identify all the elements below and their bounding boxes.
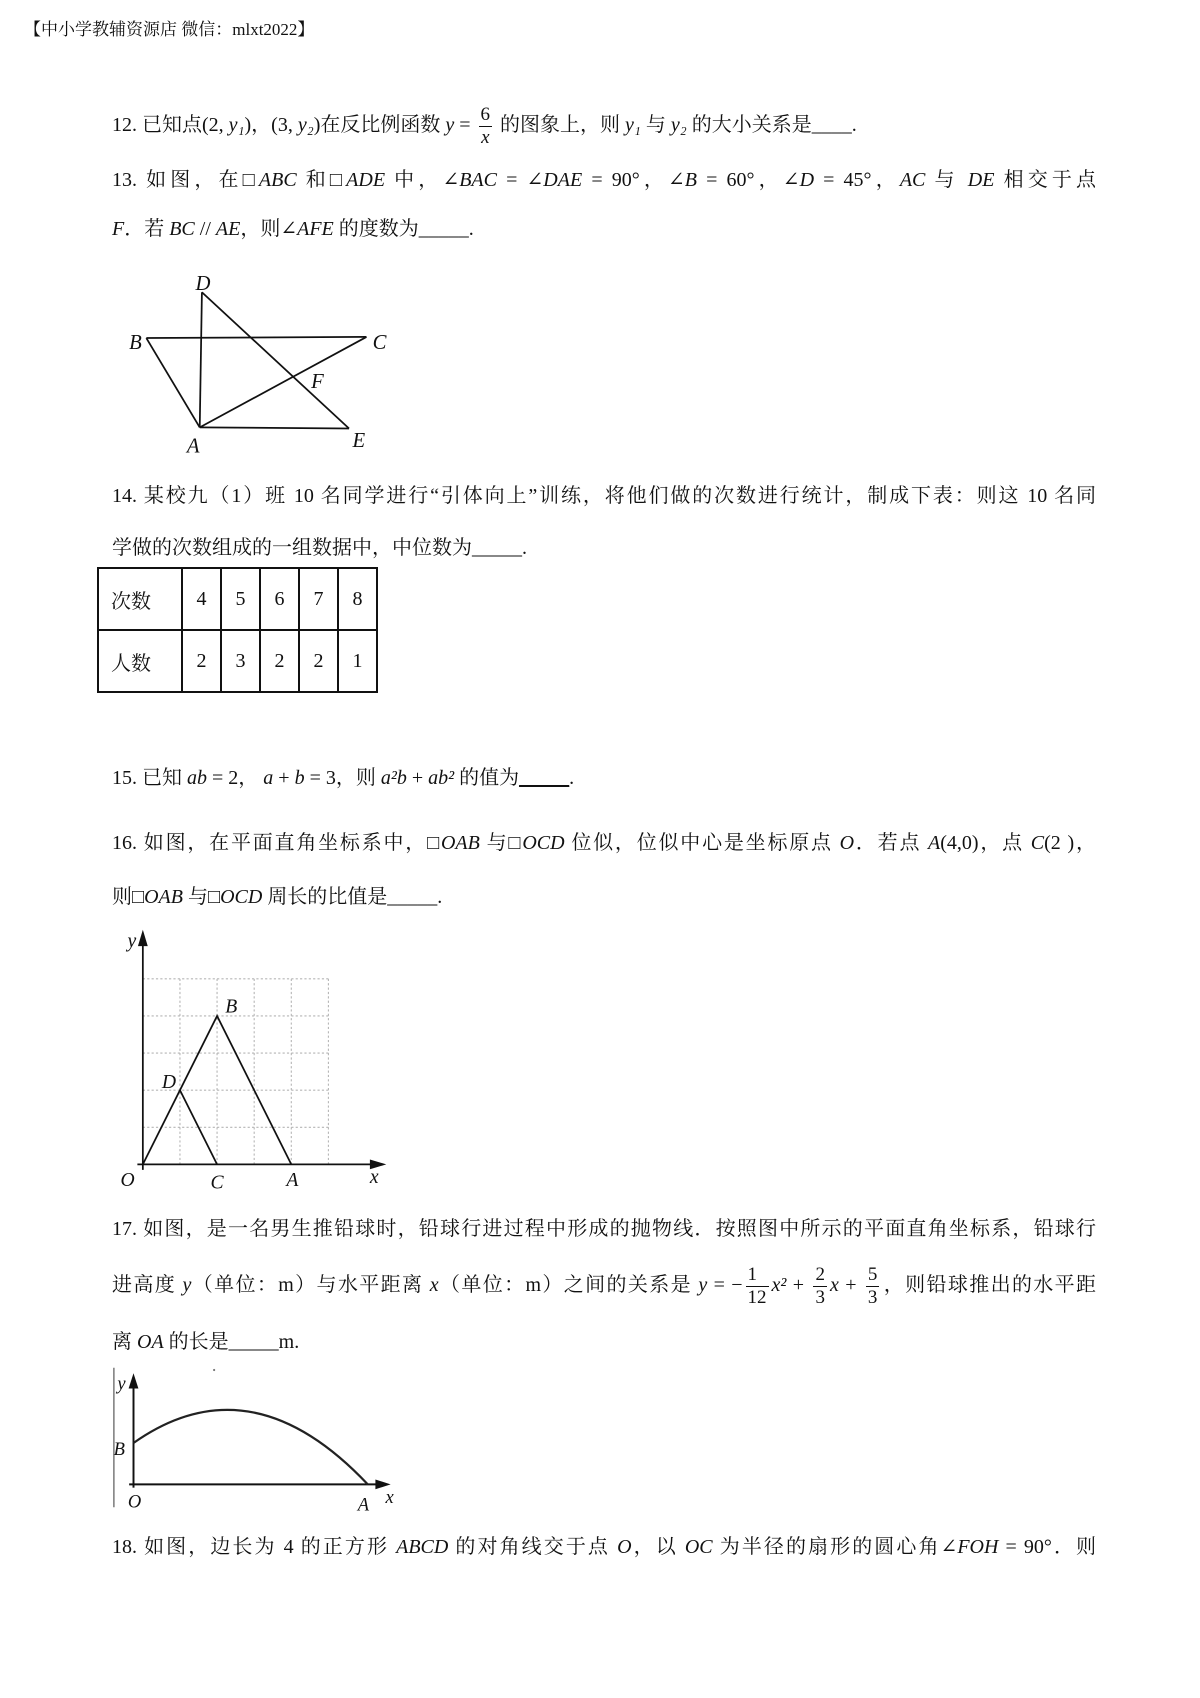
- table-cell: 5: [221, 568, 260, 630]
- vertex-label-a: A: [186, 435, 200, 458]
- math-expression: x: [829, 1274, 839, 1296]
- question-text: 则□: [112, 886, 145, 908]
- math-expression: ABC: [258, 169, 297, 191]
- question-13-line-2: [112, 214, 1096, 244]
- axis-label-x: x: [385, 1486, 394, 1508]
- question-text: = −: [707, 1274, 743, 1296]
- math-expression: y₂: [670, 114, 687, 136]
- fraction-denominator: x: [481, 126, 490, 148]
- math-expression: y₂: [297, 114, 314, 136]
- math-expression: OAB: [440, 832, 480, 854]
- question-text: 的图象上，则: [495, 114, 626, 136]
- question-text: 位似，位似中心是坐标原点: [564, 832, 840, 854]
- vertex-label-d: D: [161, 1070, 177, 1093]
- page-header: 【中小学教辅资源店 微信：mlxt2022】: [24, 20, 315, 39]
- question-text: = 2，: [207, 767, 264, 789]
- vertex-label-b: B: [225, 995, 238, 1018]
- fraction-numerator: 6: [480, 103, 491, 125]
- question-text: = 90°．则: [998, 1536, 1097, 1558]
- question-text: 15. 已知: [112, 767, 187, 789]
- math-expression: ab: [187, 767, 207, 789]
- question-text: 与: [640, 114, 671, 136]
- question-text: 与□: [479, 832, 523, 854]
- math-expression: y: [445, 114, 455, 136]
- question-14-line-2: 学做的次数组成的一组数据中，中位数为_____.: [112, 537, 527, 559]
- question-text: 13. 如图，在□: [112, 169, 259, 191]
- vertex-label-c: C: [372, 331, 387, 354]
- question-text: //: [194, 218, 216, 240]
- question-text: (2 )，: [1044, 832, 1097, 854]
- math-expression: OA: [137, 1331, 164, 1353]
- question-16-line-1: [112, 828, 1096, 858]
- math-expression: DAE: [543, 169, 583, 191]
- question-text: 18. 如图，边长为 4 的正方形: [112, 1536, 397, 1558]
- fraction-denominator: 3: [815, 1286, 825, 1308]
- question-18: [112, 1532, 1096, 1562]
- table-cell: 1: [338, 630, 377, 692]
- math-expression: FOH: [957, 1536, 999, 1558]
- question-text: 的值为: [454, 767, 520, 789]
- segment-da: [200, 292, 202, 427]
- math-expression: AFE: [297, 218, 334, 240]
- scan-speck: [213, 1369, 215, 1371]
- question-text: ．若点: [854, 832, 929, 854]
- math-expression: OCD: [220, 886, 263, 908]
- trajectory-curve: [134, 1410, 368, 1485]
- question-text: = ∠: [496, 169, 544, 191]
- math-expression: x²: [771, 1274, 787, 1296]
- fraction-numerator: 1: [746, 1264, 769, 1287]
- fraction: [866, 1264, 880, 1309]
- question-text: 的长是_____m.: [163, 1331, 300, 1353]
- question-text: = 45°，: [814, 169, 900, 191]
- segment-ac: [200, 337, 367, 427]
- fraction-numerator: 2: [815, 1263, 825, 1285]
- question-15: [112, 763, 1096, 793]
- row-label: 次数: [98, 568, 182, 630]
- segment-bc: [146, 337, 366, 338]
- math-expression: O: [839, 832, 855, 854]
- math-expression: B: [684, 169, 697, 191]
- question-text: 中，∠: [385, 169, 460, 191]
- question-text: +: [786, 1274, 811, 1296]
- question-text: 离: [112, 1331, 137, 1353]
- fraction-denominator: 12: [747, 1286, 767, 1308]
- question-text: +: [838, 1274, 863, 1296]
- math-expression: AC: [899, 169, 926, 191]
- table-row: [98, 568, 377, 630]
- math-expression: a²b: [380, 767, 407, 789]
- math-expression: D: [799, 169, 815, 191]
- question-text: 为半径的扇形的圆心角∠: [712, 1536, 958, 1558]
- table-cell: 2: [260, 630, 299, 692]
- question-text: 的对角线交于点: [448, 1536, 618, 1558]
- question-text: ，以: [631, 1536, 685, 1558]
- math-expression: O: [617, 1536, 632, 1558]
- question-13-line-1: [112, 165, 1096, 195]
- vertex-label-c: C: [210, 1171, 224, 1194]
- table-cell: 2: [182, 630, 221, 692]
- vertex-label-e: E: [352, 430, 366, 453]
- math-expression: BC: [169, 218, 195, 240]
- y-axis-arrow-icon: [129, 1373, 139, 1388]
- point-label-f: F: [311, 371, 324, 394]
- question-text: 的度数为_____.: [333, 218, 474, 240]
- vertex-label-a: A: [286, 1169, 299, 1192]
- math-expression: AE: [215, 218, 241, 240]
- question-12: [112, 103, 1096, 148]
- table-cell: 6: [260, 568, 299, 630]
- math-expression: A: [928, 832, 941, 854]
- axis-label-y: y: [117, 1373, 126, 1395]
- parabola-figure-17: [105, 1358, 405, 1516]
- math-expression: OC: [684, 1536, 713, 1558]
- question-text: 16. 如图，在平面直角坐标系中，□: [112, 832, 441, 854]
- segment-ba: [146, 338, 199, 427]
- question-text: 相交于点: [994, 169, 1096, 191]
- question-text: 周长的比值是_____.: [262, 886, 443, 908]
- point-label-a: A: [357, 1494, 370, 1516]
- table-cell: 8: [338, 568, 377, 630]
- math-expression: ADE: [346, 169, 386, 191]
- table-cell: 3: [221, 630, 260, 692]
- question-text: (4,0)，点: [940, 832, 1031, 854]
- math-expression: OCD: [522, 832, 565, 854]
- question-text: 的大小关系是____.: [686, 114, 857, 136]
- question-text: 12. 已知点: [112, 114, 202, 136]
- question-text: ，则∠: [240, 218, 298, 240]
- question-17-line-2: [112, 1263, 1097, 1308]
- frequency-table: [97, 567, 378, 693]
- question-text: 与□: [182, 886, 221, 908]
- question-text: )，(3,: [244, 114, 298, 136]
- question-text: （单位：m）之间的关系是: [438, 1274, 699, 1296]
- origin-label-o: O: [120, 1169, 135, 1192]
- fraction-numerator: 5: [867, 1263, 878, 1285]
- fraction: [813, 1264, 827, 1309]
- origin-label-o: O: [127, 1491, 142, 1513]
- question-14-line-1: 14. 某校九（1）班 10 名同学进行“引体向上”训练，将他们做的次数进行统计，制成下表：则这 10 名同: [112, 485, 1096, 507]
- question-17-line-3: [112, 1327, 1096, 1357]
- math-expression: ab²: [428, 767, 455, 789]
- question-text: (2,: [202, 114, 229, 136]
- segment-dc: [180, 1090, 217, 1164]
- question-text: )在反比例函数: [313, 114, 446, 136]
- math-expression: y: [698, 1274, 708, 1296]
- math-expression: DE: [967, 169, 995, 191]
- axis-label-x: x: [369, 1165, 379, 1188]
- question-text: （单位：m）与水平距离: [191, 1274, 430, 1296]
- table-cell: 2: [299, 630, 338, 692]
- fraction: [479, 104, 493, 149]
- math-expression: BAC: [459, 169, 497, 191]
- coordinate-grid-figure-16: [109, 922, 395, 1195]
- table-cell: 7: [299, 568, 338, 630]
- question-text: =: [454, 114, 476, 136]
- question-text: = 60°，∠: [696, 169, 800, 191]
- question-text: = 3，则: [304, 767, 381, 789]
- fraction-denominator: 3: [867, 1286, 878, 1308]
- math-expression: y₁: [228, 114, 245, 136]
- segment-de: [202, 292, 349, 428]
- y-axis-arrow-icon: [138, 930, 148, 946]
- row-label: 人数: [98, 630, 182, 692]
- question-text: 与: [925, 169, 968, 191]
- vertex-label-b: B: [129, 331, 142, 354]
- question-16-line-2: [112, 882, 1096, 912]
- question-text: .: [569, 767, 575, 789]
- question-text: +: [273, 767, 295, 789]
- math-expression: b: [294, 767, 305, 789]
- math-expression: OAB: [144, 886, 183, 908]
- question-17-line-1: 17. 如图，是一名男生推铅球时，铅球行进过程中形成的抛物线．按照图中所示的平面直角坐标系，铅球行: [112, 1218, 1096, 1240]
- axis-label-y: y: [127, 930, 137, 953]
- math-expression: C: [1030, 832, 1045, 854]
- vertex-label-d: D: [195, 273, 211, 296]
- triangle-figure-13: [118, 266, 397, 458]
- question-text: 进高度: [112, 1274, 183, 1296]
- math-expression: a: [263, 767, 274, 789]
- fraction: [746, 1264, 769, 1309]
- table-cell: 4: [182, 568, 221, 630]
- math-expression: ABCD: [396, 1536, 449, 1558]
- question-text: = 90°，∠: [582, 169, 685, 191]
- math-expression: x: [429, 1274, 439, 1296]
- math-expression: y₁: [625, 114, 641, 136]
- answer-blank: _____: [519, 767, 570, 789]
- question-text: 和□: [296, 169, 347, 191]
- point-label-b: B: [113, 1438, 125, 1460]
- math-expression: F: [112, 218, 125, 240]
- question-text: ．若: [124, 218, 170, 240]
- segment-ae: [200, 427, 349, 428]
- table-row: [98, 630, 377, 692]
- math-expression: y: [182, 1274, 192, 1296]
- question-text: ，则铅球推出的水平距: [882, 1274, 1097, 1296]
- question-text: +: [406, 767, 429, 789]
